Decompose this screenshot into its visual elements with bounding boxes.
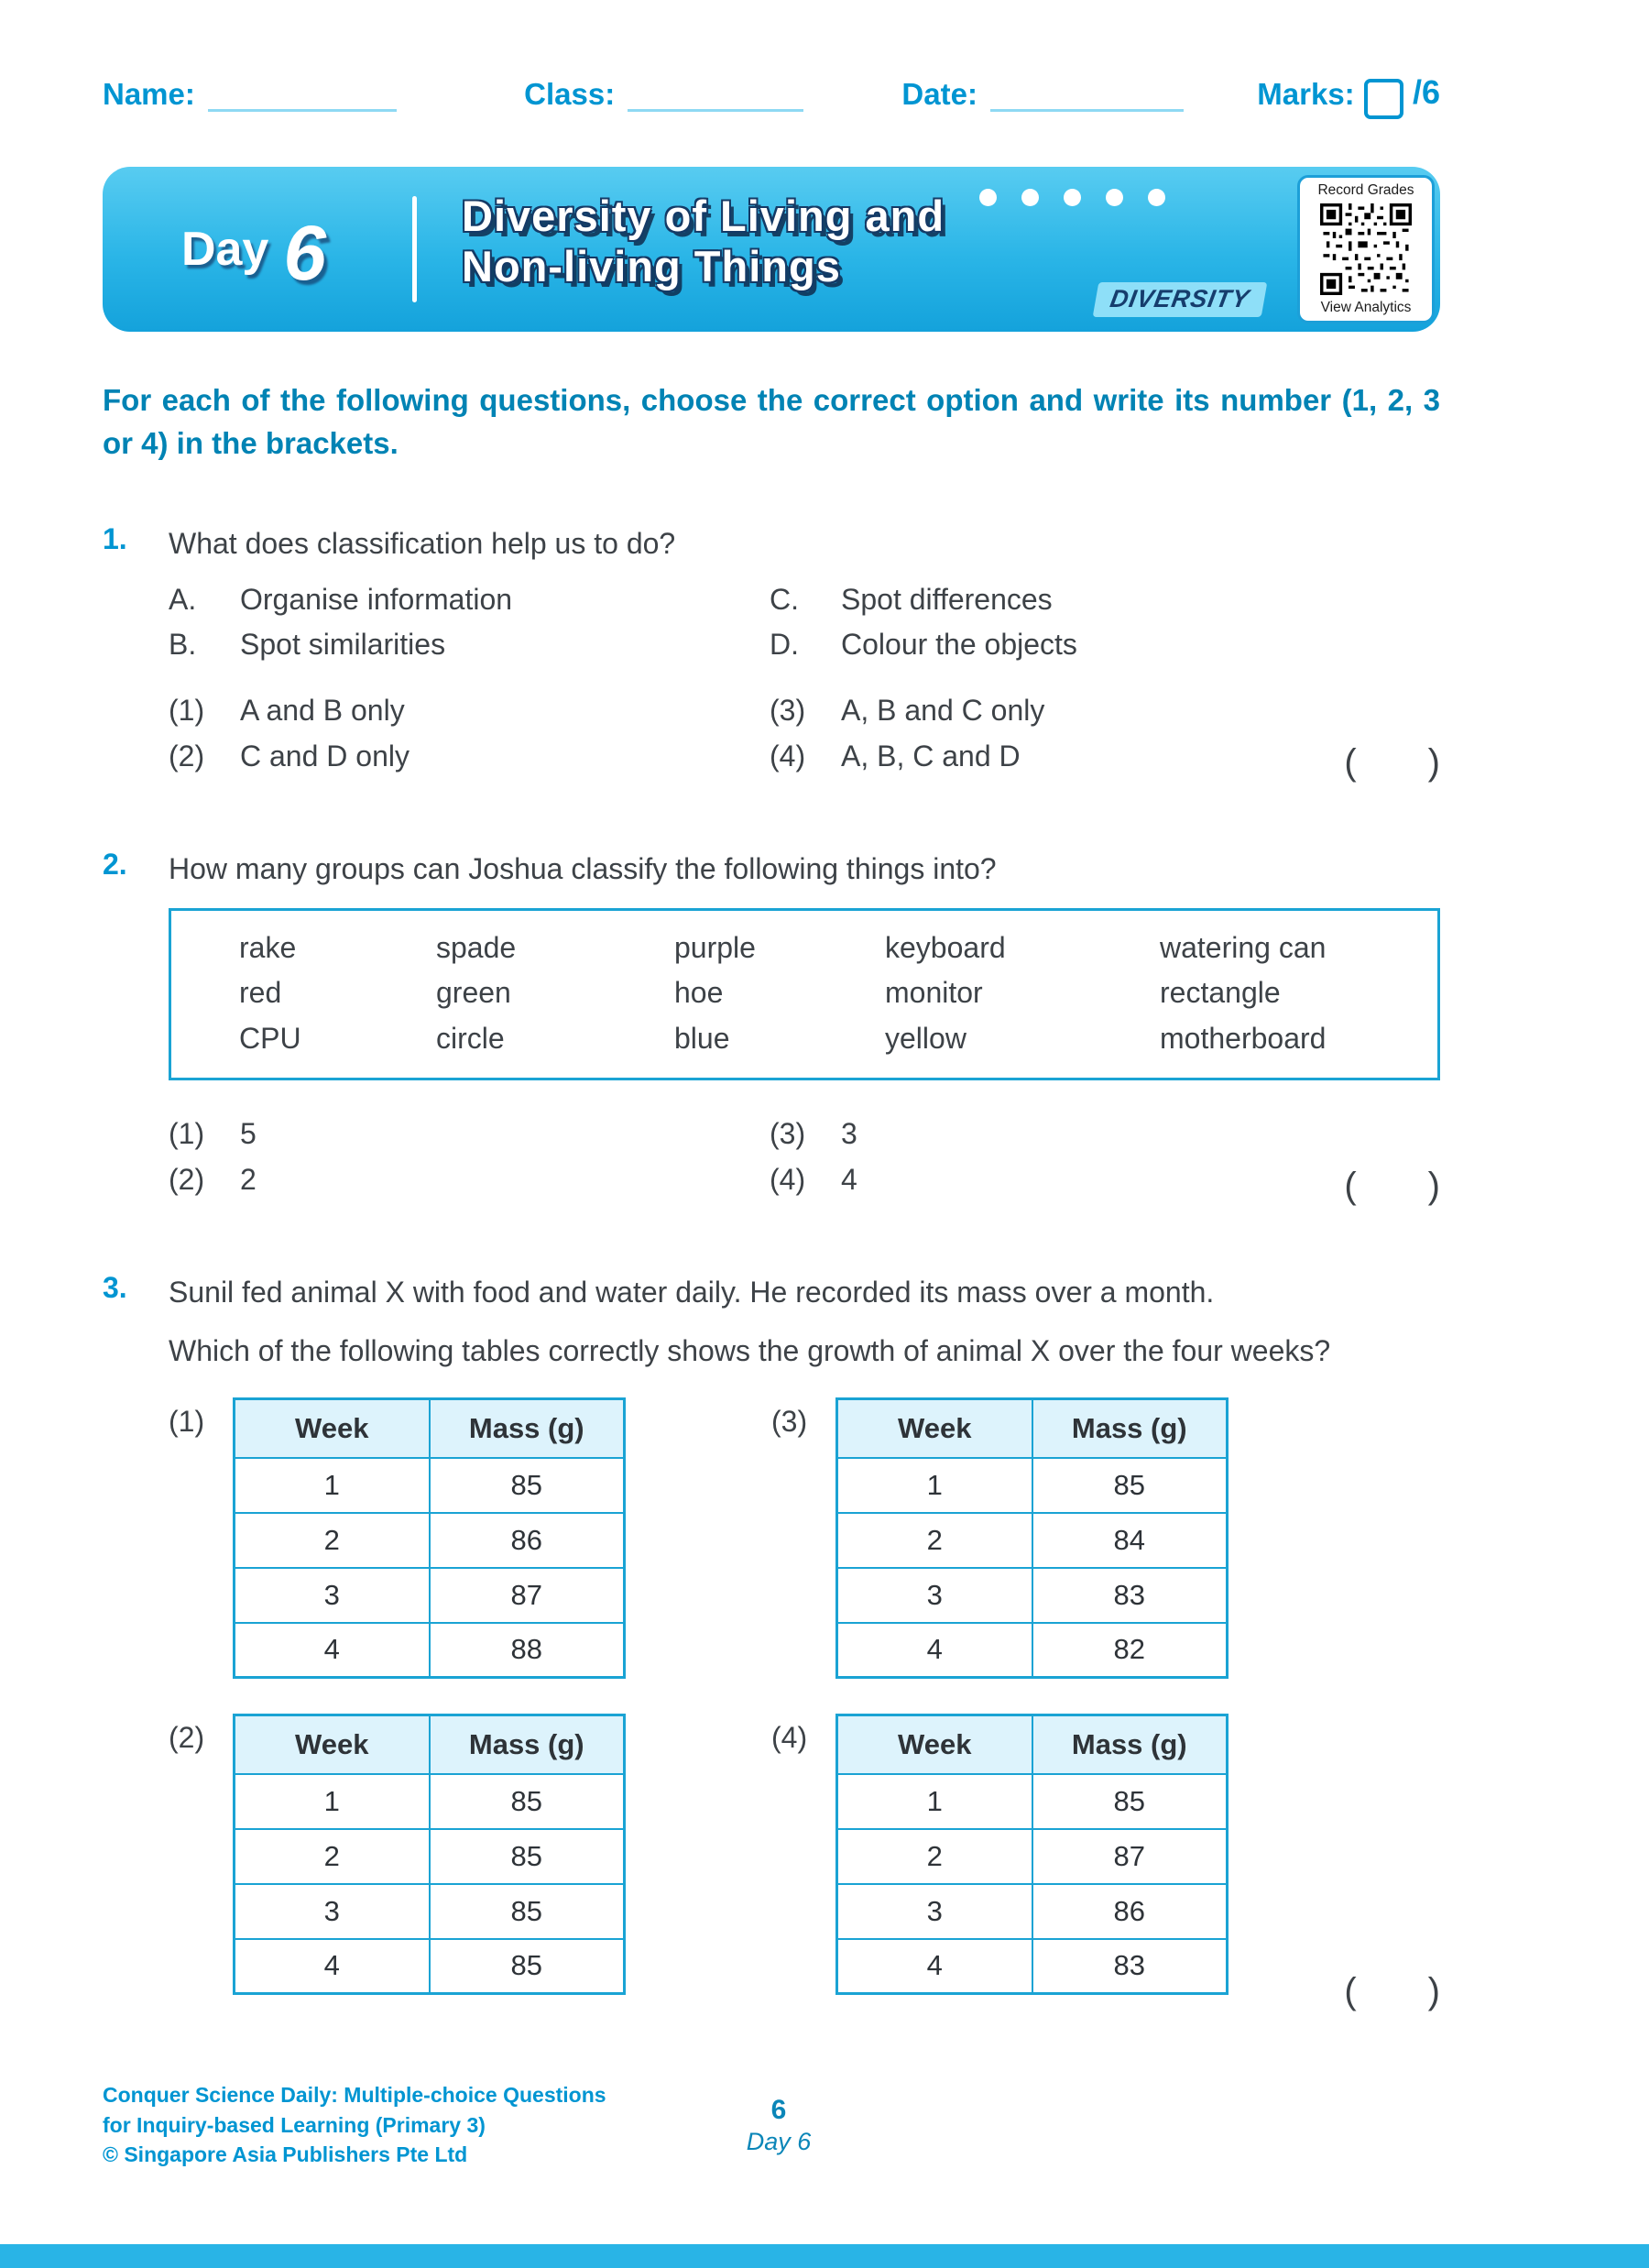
bottom-edge-bar (0, 2244, 1649, 2268)
choice-number: (4) (770, 1163, 806, 1197)
cell-mass: 85 (430, 1458, 625, 1513)
mass-table-3 (835, 1397, 1229, 1679)
cell-mass: 85 (430, 1884, 625, 1939)
cell-week: 3 (837, 1568, 1032, 1623)
cell-week: 1 (235, 1458, 430, 1513)
word-item: rectangle (1160, 976, 1281, 1010)
choice-number: (3) (770, 693, 806, 727)
table-row (837, 1774, 1228, 1829)
instructions-text: For each of the following questions, choose the correct option and write its number (1, 2, 3 or 4) in the brackets. (103, 383, 1440, 460)
choice-text: A, B, C and D (841, 739, 1021, 772)
option-C (770, 577, 1053, 623)
cell-mass: 88 (430, 1623, 625, 1678)
word-item: purple (674, 930, 756, 964)
publisher-info (103, 2080, 606, 2169)
choice-text: 5 (240, 1117, 257, 1151)
option-A (169, 577, 770, 623)
col-header-mass: Mass (g) (1032, 1399, 1228, 1458)
cell-mass: 86 (430, 1513, 625, 1568)
col-header-week: Week (235, 1399, 430, 1458)
name-blank-line (208, 77, 397, 112)
lettered-options (169, 577, 1440, 668)
cell-week: 4 (235, 1939, 430, 1994)
bracket-close: ) (1427, 741, 1440, 783)
word-item: monitor (885, 976, 983, 1010)
cell-week: 3 (235, 1568, 430, 1623)
bracket-open: ( (1344, 1971, 1357, 2012)
qr-panel (1297, 175, 1435, 323)
qr-code-icon (1320, 203, 1412, 295)
q3-table-option-4 (771, 1714, 1374, 1995)
col-header-mass: Mass (g) (430, 1399, 625, 1458)
cell-mass: 87 (1032, 1829, 1228, 1884)
cell-week: 2 (837, 1829, 1032, 1884)
cell-mass: 83 (1032, 1568, 1228, 1623)
day-number: 6 (283, 209, 327, 296)
qr-bottom-label: View Analytics (1320, 300, 1412, 315)
question-number-spacer (103, 1330, 169, 1372)
choice-3 (770, 1112, 857, 1157)
col-header-mass: Mass (g) (430, 1715, 625, 1774)
choice-number: (1) (169, 1117, 205, 1151)
word-item: hoe (674, 976, 724, 1010)
option-text: Spot differences (841, 582, 1053, 616)
choice-number: (2) (169, 1163, 205, 1197)
choice-number: (3) (770, 1117, 806, 1151)
choice-number: (4) (770, 739, 806, 772)
cell-week: 2 (837, 1513, 1032, 1568)
choice-4 (770, 1157, 857, 1214)
table-row (235, 1829, 625, 1884)
table-row (837, 1568, 1228, 1623)
class-blank-line (628, 77, 803, 112)
choice-text: A and B only (240, 693, 405, 727)
table-row (235, 1513, 625, 1568)
word-item: red (239, 976, 282, 1010)
table-row (235, 1939, 625, 1994)
word-item: yellow (885, 1021, 966, 1055)
question-text: How many groups can Joshua classify the following things into? (169, 851, 997, 885)
cell-mass: 85 (430, 1774, 625, 1829)
answer-brackets (1344, 1157, 1440, 1214)
chapter-title-line2: Non-living Things (462, 242, 841, 291)
cell-mass: 85 (430, 1829, 625, 1884)
numbered-options (169, 1112, 1440, 1214)
student-info-header (103, 71, 1440, 112)
cell-mass: 85 (1032, 1458, 1228, 1513)
cell-week: 4 (837, 1623, 1032, 1678)
cell-week: 3 (837, 1884, 1032, 1939)
choice-text: 2 (240, 1163, 257, 1197)
bracket-close: ) (1427, 1971, 1440, 2012)
cell-week: 2 (235, 1513, 430, 1568)
topic-tag: DIVERSITY (1093, 282, 1267, 317)
cell-week: 3 (235, 1884, 430, 1939)
cell-mass: 87 (430, 1568, 625, 1623)
table-option-number: (1) (169, 1405, 205, 1439)
word-item: keyboard (885, 930, 1006, 964)
word-item: blue (674, 1021, 730, 1055)
mass-table-4 (835, 1714, 1229, 1995)
choice-2 (169, 1157, 770, 1214)
date-label: Date: (901, 77, 977, 111)
col-header-mass: Mass (g) (1032, 1715, 1228, 1774)
mass-table-2 (233, 1714, 626, 1995)
name-label: Name: (103, 77, 195, 111)
choice-number: (1) (169, 693, 205, 727)
choice-text: A, B and C only (841, 693, 1045, 727)
banner-divider (412, 196, 417, 302)
word-item: green (436, 976, 511, 1010)
choice-text: 3 (841, 1117, 857, 1151)
option-letter: B. (169, 628, 197, 662)
day-box (103, 167, 405, 332)
cell-week: 1 (837, 1458, 1032, 1513)
cell-week: 4 (235, 1623, 430, 1678)
numbered-options (169, 688, 1440, 791)
bracket-open: ( (1344, 1166, 1357, 1207)
table-option-number: (4) (771, 1721, 808, 1755)
word-item: CPU (239, 1021, 301, 1055)
choice-4 (770, 734, 1021, 791)
table-row (837, 1884, 1228, 1939)
question-number: 3. (103, 1271, 127, 1305)
choice-2 (169, 734, 770, 791)
choice-number: (2) (169, 739, 205, 772)
cell-mass: 82 (1032, 1623, 1228, 1678)
cell-mass: 83 (1032, 1939, 1228, 1994)
marks-total: /6 (1412, 73, 1441, 111)
date-blank-line (990, 77, 1184, 112)
dot-icon (979, 189, 997, 206)
question-1 (103, 522, 1440, 791)
option-letter: C. (770, 582, 799, 616)
q3-table-option-1 (169, 1397, 771, 1679)
dot-icon (1064, 189, 1081, 206)
table-row (837, 1513, 1228, 1568)
word-item: circle (436, 1021, 505, 1055)
chapter-title-line1: Diversity of Living and (462, 192, 945, 240)
question-2 (103, 848, 1440, 1214)
col-header-week: Week (235, 1715, 430, 1774)
table-option-number: (2) (169, 1721, 205, 1755)
question-text-para2: Which of the following tables correctly shows the growth of animal X over the four weeks? (169, 1334, 1331, 1368)
option-B (169, 622, 770, 668)
answer-brackets (1344, 1971, 1440, 2012)
question-text: What does classification help us to do? (169, 526, 676, 560)
publisher-line: Conquer Science Daily: Multiple-choice Questions (103, 2083, 606, 2108)
answer-brackets (1344, 734, 1440, 791)
copyright-line: © Singapore Asia Publishers Pte Ltd (103, 2142, 468, 2166)
question-3 (103, 1271, 1440, 2012)
choice-text: 4 (841, 1163, 857, 1197)
option-text: Colour the objects (841, 628, 1077, 662)
question-number: 1. (103, 521, 127, 555)
dot-icon (1021, 189, 1039, 206)
table-row (837, 1623, 1228, 1678)
table-row (235, 1458, 625, 1513)
q3-table-option-2 (169, 1714, 771, 1995)
cell-week: 1 (837, 1774, 1032, 1829)
table-row (235, 1568, 625, 1623)
table-row (837, 1939, 1228, 1994)
cell-mass: 86 (1032, 1884, 1228, 1939)
table-row (837, 1458, 1228, 1513)
table-row (837, 1829, 1228, 1884)
word-item: watering can (1160, 930, 1327, 964)
page-number: 6 (770, 2095, 787, 2125)
bracket-close: ) (1427, 1166, 1440, 1207)
word-box (169, 908, 1440, 1081)
chapter-title (462, 191, 945, 292)
day-label: Day (180, 223, 269, 276)
decorative-dots (979, 189, 1165, 206)
table-row (235, 1774, 625, 1829)
page-footer (687, 2095, 870, 2156)
choice-3 (770, 688, 1044, 734)
marks-entry-box (1364, 79, 1403, 119)
question-text-para1: Sunil fed animal X with food and water daily. He recorded its mass over a month. (169, 1276, 1215, 1309)
option-letter: A. (169, 582, 197, 616)
option-text: Spot similarities (240, 628, 446, 662)
option-letter: D. (770, 628, 799, 662)
choice-1 (169, 1112, 770, 1157)
bracket-open: ( (1344, 741, 1357, 783)
cell-mass: 84 (1032, 1513, 1228, 1568)
cell-week: 2 (235, 1829, 430, 1884)
choice-text: C and D only (240, 739, 410, 772)
table-option-number: (3) (771, 1405, 808, 1439)
cell-mass: 85 (430, 1939, 625, 1994)
word-item: motherboard (1160, 1021, 1327, 1055)
day-banner (103, 167, 1440, 332)
mass-table-1 (233, 1397, 626, 1679)
dot-icon (1106, 189, 1123, 206)
choice-1 (169, 688, 770, 734)
cell-week: 1 (235, 1774, 430, 1829)
table-row (235, 1623, 625, 1678)
publisher-line: for Inquiry-based Learning (Primary 3) (103, 2112, 486, 2137)
option-D (770, 622, 1077, 668)
qr-top-label: Record Grades (1317, 182, 1414, 198)
col-header-week: Week (837, 1715, 1032, 1774)
class-label: Class: (524, 77, 616, 111)
q3-table-option-3 (771, 1397, 1374, 1679)
cell-mass: 85 (1032, 1774, 1228, 1829)
answer-tables (169, 1397, 1440, 1995)
dot-icon (1148, 189, 1165, 206)
table-row (235, 1884, 625, 1939)
page-day-label: Day 6 (746, 2128, 812, 2155)
col-header-week: Week (837, 1399, 1032, 1458)
question-number: 2. (103, 847, 127, 881)
marks-label: Marks: (1257, 77, 1355, 111)
option-text: Organise information (240, 582, 513, 616)
cell-week: 4 (837, 1939, 1032, 1994)
word-item: spade (436, 930, 517, 964)
word-item: rake (239, 930, 297, 964)
